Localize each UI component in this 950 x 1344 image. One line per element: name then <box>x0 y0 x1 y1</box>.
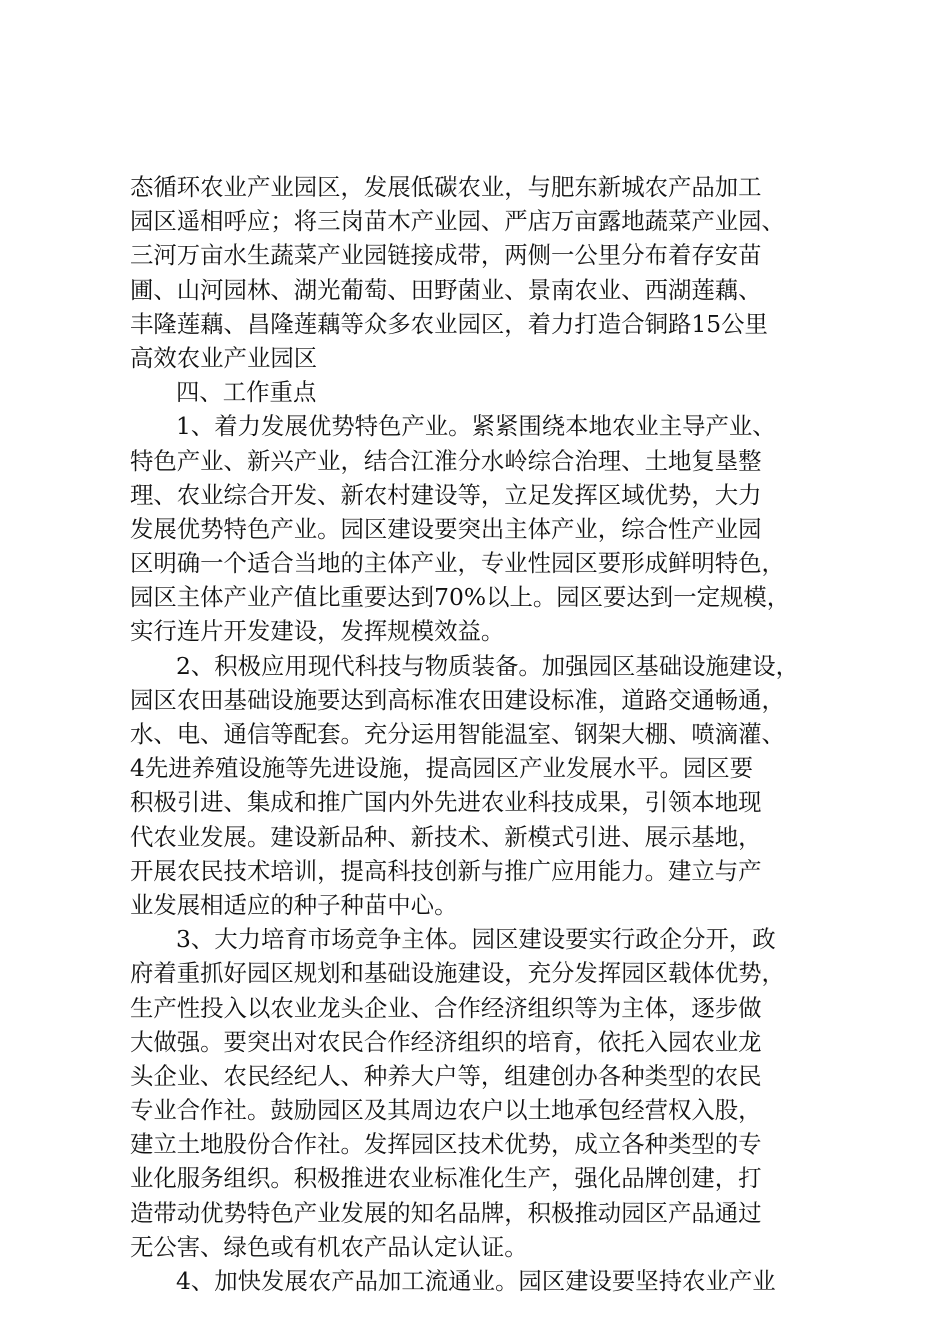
text-line: 开展农民技术培训，提高科技创新与推广应用能力。建立与产 <box>130 856 762 885</box>
document-body <box>130 170 830 1298</box>
text-line: 专业合作社。鼓励园区及其周边农户以土地承包经营权入股， <box>130 1096 762 1125</box>
text-line: 积极引进、集成和推广国内外先进农业科技成果，引领本地现 <box>130 788 762 817</box>
text-line: 丰隆莲藕、昌隆莲藕等众多农业园区，着力打造合铜路15公里 <box>130 309 768 338</box>
paragraph-start: 3、大力培育市场竞争主体。园区建设要实行政企分开，政 <box>176 925 776 954</box>
section-heading: 四、工作重点 <box>176 378 317 407</box>
text-line: 实行连片开发建设，发挥规模效益。 <box>130 617 505 646</box>
paragraph-start: 1、着力发展优势特色产业。紧紧围绕本地农业主导产业、 <box>176 412 776 441</box>
text-line: 高效农业产业园区 <box>130 343 318 372</box>
text-line: 特色产业、新兴产业，结合江淮分水岭综合治理、土地复垦整 <box>130 446 762 475</box>
text-line: 4先进养殖设施等先进设施，提高园区产业发展水平。园区要 <box>130 754 754 783</box>
text-line: 大做强。要突出对农民合作经济组织的培育，依托入园农业龙 <box>130 1027 762 1056</box>
text-line: 头企业、农民经纪人、种养大户等，组建创办各种类型的农民 <box>130 1061 762 1090</box>
paragraph-start: 4、加快发展农产品加工流通业。园区建设要坚持农业产业 <box>176 1267 776 1295</box>
text-line: 圃、山河园林、湖光葡萄、田野菌业、景南农业、西湖莲藕、 <box>130 275 762 304</box>
text-line: 园区遥相呼应；将三岗苗木产业园、严店万亩露地蔬菜产业园、 <box>130 207 785 236</box>
text-line: 建立土地股份合作社。发挥园区技术优势，成立各种类型的专 <box>130 1130 762 1159</box>
text-line: 业发展相适应的种子种苗中心。 <box>130 890 458 919</box>
text-line: 生产性投入以农业龙头企业、合作经济组织等为主体，逐步做 <box>130 993 762 1022</box>
text-line: 府着重抓好园区规划和基础设施建设，充分发挥园区载体优势， <box>130 959 785 988</box>
text-line: 代农业发展。建设新品种、新技术、新模式引进、展示基地， <box>130 822 762 851</box>
text-line: 区明确一个适合当地的主体产业，专业性园区要形成鲜明特色， <box>130 549 785 578</box>
text-line: 园区农田基础设施要达到高标准农田建设标准，道路交通畅通， <box>130 685 785 714</box>
text-line: 水、电、通信等配套。充分运用智能温室、钢架大棚、喷滴灌、 <box>130 720 785 748</box>
text-line: 业化服务组织。积极推进农业标准化生产，强化品牌创建，打 <box>130 1164 762 1193</box>
text-line: 态循环农业产业园区，发展低碳农业，与肥东新城农产品加工 <box>130 173 762 201</box>
text-line: 发展优势特色产业。园区建设要突出主体产业，综合性产业园 <box>130 514 762 543</box>
text-line: 园区主体产业产值比重要达到70%以上。园区要达到一定规模， <box>130 583 791 612</box>
paragraph-start: 2、积极应用现代科技与物质装备。加强园区基础设施建设， <box>176 651 800 680</box>
text-line: 无公害、绿色或有机农产品认定认证。 <box>130 1232 528 1261</box>
text-line: 造带动优势特色产业发展的知名品牌，积极推动园区产品通过 <box>130 1198 762 1227</box>
text-line: 理、农业综合开发、新农村建设等，立足发挥区域优势，大力 <box>130 480 762 509</box>
text-line: 三河万亩水生蔬菜产业园链接成带，两侧一公里分布着存安苗 <box>130 241 762 270</box>
